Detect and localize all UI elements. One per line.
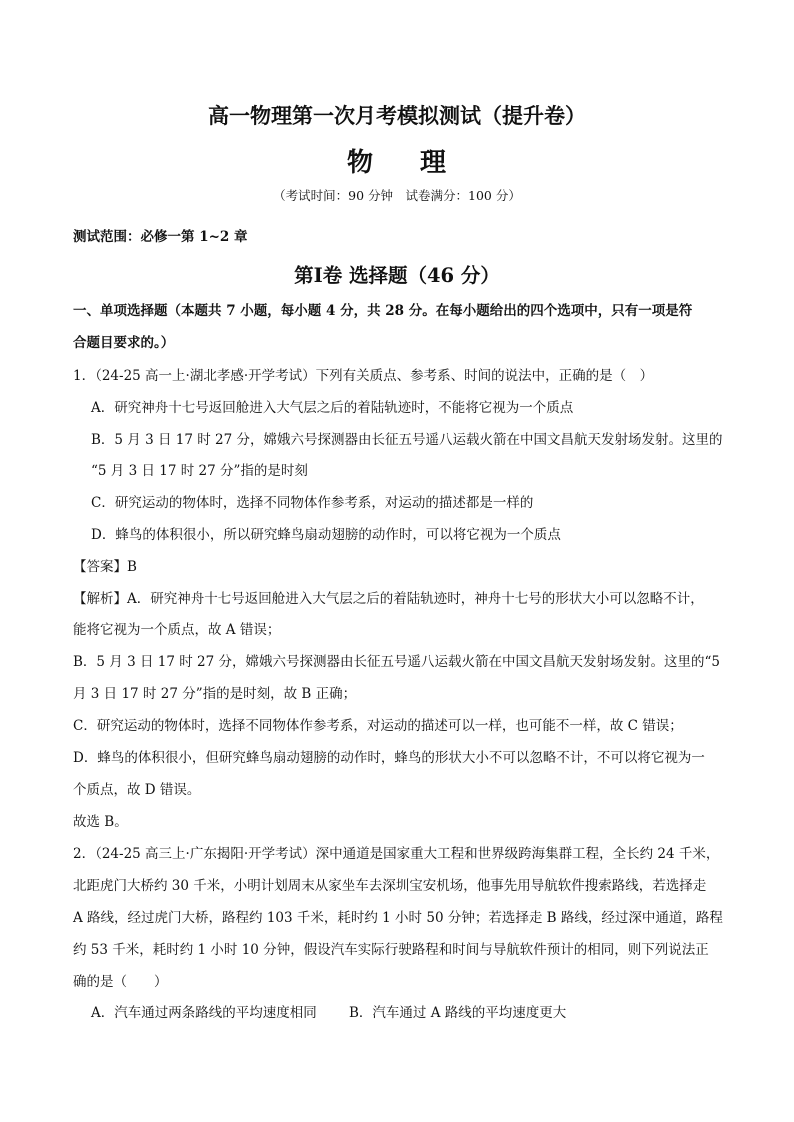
question-1-answer: 【答案】B: [73, 559, 137, 575]
question-1-option-c: C．研究运动的物体时，选择不同物体作参考系，对运动的描述都是一样的: [91, 495, 534, 511]
question-2-stem-line-4: 约 53 千米，耗时约 1 小时 10 分钟，假设汽车实际行驶路程和时间与导航软件预计的相同，则下列说法正: [73, 942, 709, 958]
question-1-analysis-line-1: 【解析】A．研究神舟十七号返回舱进入大气层之后的着陆轨迹时，神舟十七号的形状大小可以忽略不计，: [73, 591, 704, 607]
question-1-analysis-line-6: D．蜂鸟的体积很小，但研究蜂鸟扇动翅膀的动作时，蜂鸟的形状大小不可以忽略不计，不可以将它视为一: [73, 750, 705, 766]
question-2-stem-line-3: A 路线，经过虎门大桥，路程约 103 千米，耗时约 1 小时 50 分钟；若选择走 B 路线，经过深中通道，路程: [73, 910, 723, 926]
exam-info: （考试时间：90 分钟 试卷满分：100 分）: [273, 188, 521, 203]
subject-char-2: 理: [420, 148, 448, 178]
question-2-option-a: A．汽车通过两条路线的平均速度相同: [91, 1005, 317, 1021]
section-title: 第Ⅰ卷 选择题（46 分）: [294, 264, 500, 287]
question-1-analysis-line-7: 个质点，故 D 错误。: [73, 782, 201, 798]
question-1-conclusion: 故选 B。: [73, 814, 128, 830]
question-2-stem-line-1: 2．（24-25 高三上·广东揭阳·开学考试）深中通道是国家重大工程和世界级跨海集群工程，全长约 24 千米，: [73, 846, 720, 862]
question-1-analysis-line-4: 月 3 日 17 时 27 分”指的是时刻，故 B 正确；: [73, 686, 357, 702]
question-2-stem-line-5: 确的是（ ）: [73, 974, 168, 990]
question-1-option-b-line-2: “5 月 3 日 17 时 27 分”指的是时刻: [91, 463, 308, 479]
subject-char-1: 物: [346, 148, 374, 178]
section-instruction-line-1: 一、单项选择题（本题共 7 小题，每小题 4 分，共 28 分。在每小题给出的四个选项中，只有一项是符: [73, 303, 693, 319]
exam-title: 高一物理第一次月考模拟测试（提升卷）: [208, 103, 586, 128]
question-1-option-b-line-1: B．5 月 3 日 17 时 27 分，嫦娥六号探测器由长征五号遥八运载火箭在中国文昌航天发射场发射。这里的: [91, 432, 723, 448]
question-1-analysis-line-5: C．研究运动的物体时，选择不同物体作参考系，对运动的描述可以一样，也可能不一样，故 C 错误；: [73, 718, 683, 734]
test-scope: 测试范围：必修一第 1~2 章: [73, 229, 248, 245]
question-1-option-d: D．蜂鸟的体积很小，所以研究蜂鸟扇动翅膀的动作时，可以将它视为一个质点: [91, 527, 561, 543]
section-instruction-line-2: 合题目要求的。）: [73, 335, 175, 351]
question-1-option-a: A．研究神舟十七号返回舱进入大气层之后的着陆轨迹时，不能将它视为一个质点: [91, 400, 574, 416]
question-1-analysis-line-3: B．5 月 3 日 17 时 27 分，嫦娥六号探测器由长征五号遥八运载火箭在中国文昌航天发射场发射。这里的“5: [73, 654, 720, 670]
question-1-stem: 1．（24-25 高一上·湖北孝感·开学考试）下列有关质点、参考系、时间的说法中，正确的是（ ）: [73, 368, 654, 384]
subject-heading: [0, 142, 794, 179]
question-2-option-b: B．汽车通过 A 路线的平均速度更大: [349, 1005, 567, 1021]
question-2-stem-line-2: 北距虎门大桥约 30 千米，小明计划周末从家坐车去深圳宝安机场，他事先用导航软件搜索路线，若选择走: [73, 878, 707, 894]
question-1-analysis-line-2: 能将它视为一个质点，故 A 错误；: [73, 622, 281, 638]
